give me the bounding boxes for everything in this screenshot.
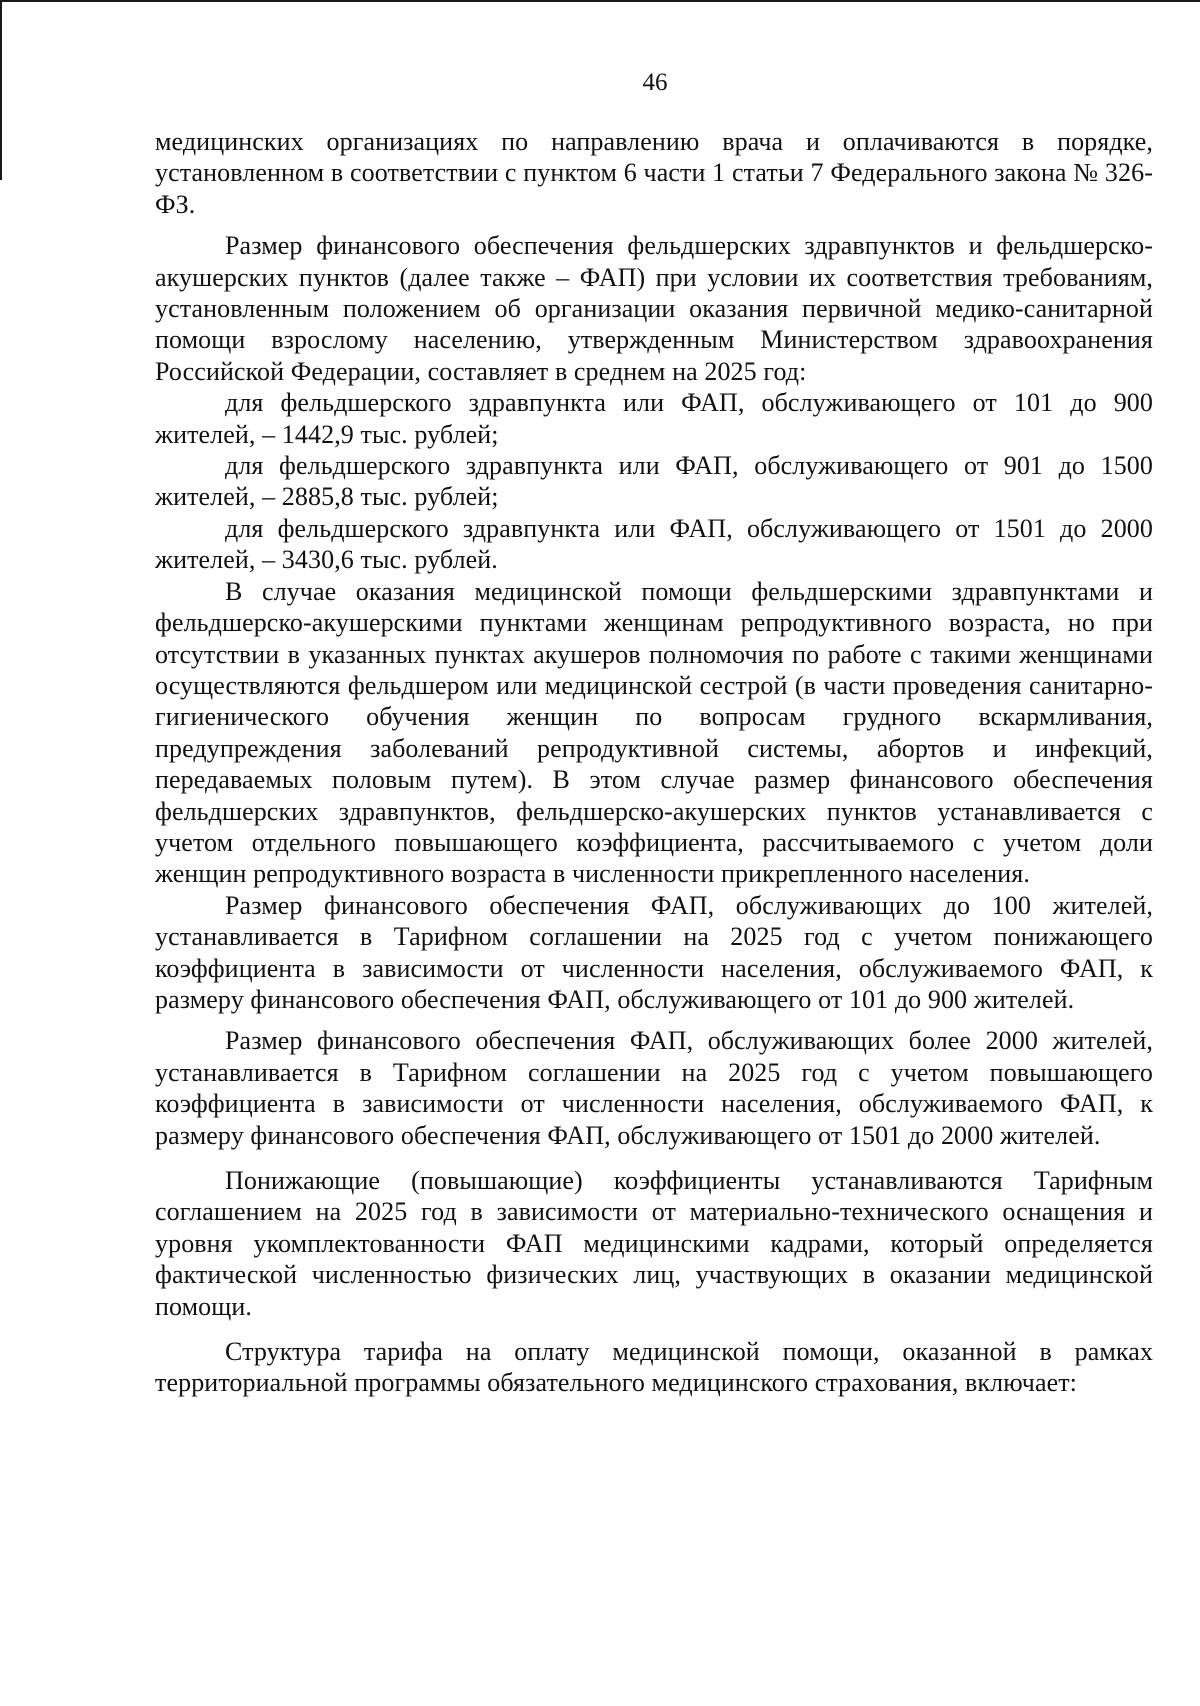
scan-edge-top bbox=[0, 0, 1200, 2]
paragraph-fap-901-1500: для фельдшерского здравпункта или ФАП, обслуживающего от 901 до 1500 жителей, – 2885,8 тыс. рублей; bbox=[155, 451, 1153, 512]
page-number: 46 bbox=[642, 69, 668, 96]
paragraph-continuation: медицинских организациях по направлению врача и оплачиваются в порядке, установленном в соответствии с пунктом 6 части 1 статьи 7 Федерального закона № 326-ФЗ. bbox=[155, 127, 1153, 219]
paragraph-reproductive-age: В случае оказания медицинской помощи фельдшерскими здравпунктами и фельдшерско-акушерскими пунктами женщинам репродуктивного возраста, но при отсутствии в указанных пунктах акушеров полномочия по работе с такими женщинами осуществляются фельдшером или медицинской сестрой (в части проведения санитарно-гигиенического обучения женщин по вопросам грудного вскармливания, предупреждения заболеваний репродуктивной системы, абортов и инфекций, передаваемых половым путем). В этом случае размер финансового обеспечения фельдшерских здравпунктов, фельдшерско-акушерских пунктов устанавливается с учетом отдельного повышающего коэффициента, рассчитываемого с учетом доли женщин репродуктивного возраста в численности прикрепленного населения. bbox=[155, 576, 1153, 889]
paragraph-tariff-structure: Структура тарифа на оплату медицинской помощи, оказанной в рамках территориальной программы обязательного медицинского страхования, включает: bbox=[155, 1337, 1153, 1398]
paragraph-fap-over-2000: Размер финансового обеспечения ФАП, обслуживающих более 2000 жителей, устанавливается в Тарифном соглашении на 2025 год с учетом повышающего коэффициента в зависимости от численности населения, обслуживаемого ФАП, к размеру финансового обеспечения ФАП, обслуживающего от 1501 до 2000 жителей. bbox=[155, 1026, 1153, 1150]
paragraph-fap-funding-size: Размер финансового обеспечения фельдшерских здравпунктов и фельдшерско-акушерских пунктов (далее также – ФАП) при условии их соответствия требованиям, установленным положением об организации оказания первичной медико-санитарной помощи взрослому населению, утвержденным Министерством здравоохранения Российской Федерации, составляет в среднем на 2025 год: bbox=[155, 231, 1153, 386]
paragraph-fap-up-to-100: Размер финансового обеспечения ФАП, обслуживающих до 100 жителей, устанавливается в Тарифном соглашении на 2025 год с учетом понижающего коэффициента в зависимости от численности населения, обслуживаемого ФАП, к размеру финансового обеспечения ФАП, обслуживающего от 101 до 900 жителей. bbox=[155, 890, 1153, 1014]
document-body bbox=[155, 126, 1153, 1399]
paragraph-fap-101-900: для фельдшерского здравпункта или ФАП, обслуживающего от 101 до 900 жителей, – 1442,9 тыс. рублей; bbox=[155, 388, 1153, 449]
paragraph-fap-1501-2000: для фельдшерского здравпункта или ФАП, обслуживающего от 1501 до 2000 жителей, – 3430,6 тыс. рублей. bbox=[155, 513, 1153, 575]
paragraph-coefficients: Понижающие (повышающие) коэффициенты устанавливаются Тарифным соглашением на 2025 год в зависимости от материально-технического оснащения и уровня укомплектованности ФАП медицинскими кадрами, который определяется фактической численностью физических лиц, участвующих в оказании медицинской помощи. bbox=[155, 1166, 1153, 1321]
